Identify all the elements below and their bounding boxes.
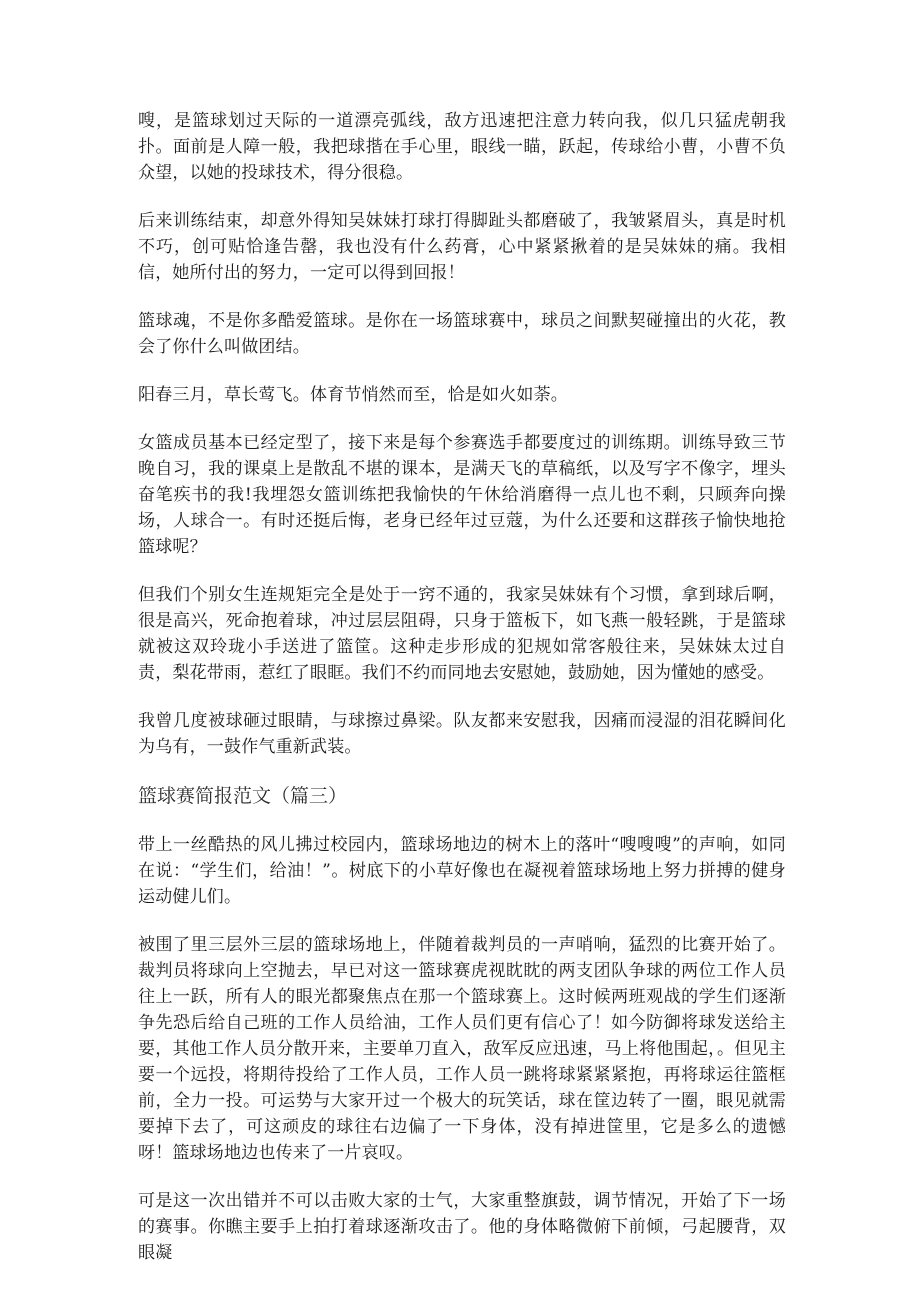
paragraph: 后来训练结束，却意外得知吴妹妹打球打得脚趾头都磨破了，我皱紧眉头，真是时机不巧，创可贴恰逢告罄，我也没有什么药膏，心中紧紧揪着的是吴妹妹的痛。我相信，她所付出的努力，一定可以得到回报！ — [138, 211, 786, 283]
paragraph: 我曾几度被球砸过眼睛，与球擦过鼻梁。队友都来安慰我，因痛而浸湿的泪花瞬间化为乌有，一鼓作气重新武装。 — [138, 711, 786, 757]
paragraph: 女篮成员基本已经定型了，接下来是每个参赛选手都要度过的训练期。训练导致三节晚自习，我的课桌上是散乱不堪的课本，是满天飞的草稿纸，以及写字不像字，埋头奋笔疾书的我!我埋怨女篮训练把我愉快的午休给消磨得一点儿也不剩，只顾奔向操场，人球合一。有时还挺后悔，老身已经年过豆蔻，为什么还要和这群孩子愉快地抢篮球呢？ — [138, 433, 786, 557]
paragraph: 被围了里三层外三层的篮球场地上，伴随着裁判员的一声哨响，猛烈的比赛开始了。裁判员将球向上空抛去，早已对这一篮球赛虎视眈眈的两支团队争球的两位工作人员往上一跃，所有人的眼光都聚焦点在那一个篮球赛上。这时候两班观战的学生们逐渐争先恐后给自己班的工作人员给油，工作人员们更有信心了！如今防御将球发送给主要，其他工作人员分散开来，主要单刀直入，敌军反应迅速，马上将他围起，。但见主要一个远投，将期待投给了工作人员，工作人员一跳将球紧紧紧抱，再将球运往篮框前，全力一投。可运势与大家开过一个极大的玩笑话，球在筐边转了一圈，眼见就需要掉下去了，可这顽皮的球往右边偏了一下身体，没有掉进筐里，它是多么的遗憾呀！篮球场地边也传来了一片哀叹。 — [138, 935, 786, 1163]
document-page — [138, 108, 786, 1288]
paragraph: 嗖，是篮球划过天际的一道漂亮弧线，敌方迅速把注意力转向我，似几只猛虎朝我扑。面前是人障一般，我把球揩在手心里，眼线一瞄，跃起，传球给小曹，小曹不负众望，以她的投球技术，得分很稳。 — [138, 111, 786, 183]
paragraph: 阳春三月，草长莺飞。体育节悄然而至，恰是如火如荼。 — [138, 385, 568, 405]
paragraph: 篮球魂，不是你多酷爱篮球。是你在一场篮球赛中，球员之间默契碰撞出的火花，教会了你什么叫做团结。 — [138, 311, 786, 357]
paragraph: 但我们个别女生连规矩完全是处于一窍不通的，我家吴妹妹有个习惯，拿到球后啊，很是高兴，死命抱着球，冲过层层阻碍，只身于篮板下，如飞燕一般轻跳，于是篮球就被这双玲珑小手送进了篮筐。这种走步形成的犯规如常客般往来，吴妹妹太过自责，梨花带雨，惹红了眼眶。我们不约而同地去安慰她，鼓励她，因为懂她的感受。 — [138, 585, 786, 683]
section-heading: 篮球赛简报范文（篇三） — [138, 785, 348, 807]
paragraph: 带上一丝酷热的风儿拂过校园内，篮球场地边的树木上的落叶“嗖嗖嗖”的声响，如同在说：“学生们，给油！”。树底下的小草好像也在凝视着篮球场地上努力拼搏的健身运动健儿们。 — [138, 835, 786, 907]
paragraph: 可是这一次出错并不可以击败大家的士气，大家重整旗鼓，调节情况，开始了下一场的赛事。你瞧主要手上拍打着球逐渐攻击了。他的身体略微俯下前倾，弓起腰背，双眼凝 — [138, 1191, 786, 1263]
